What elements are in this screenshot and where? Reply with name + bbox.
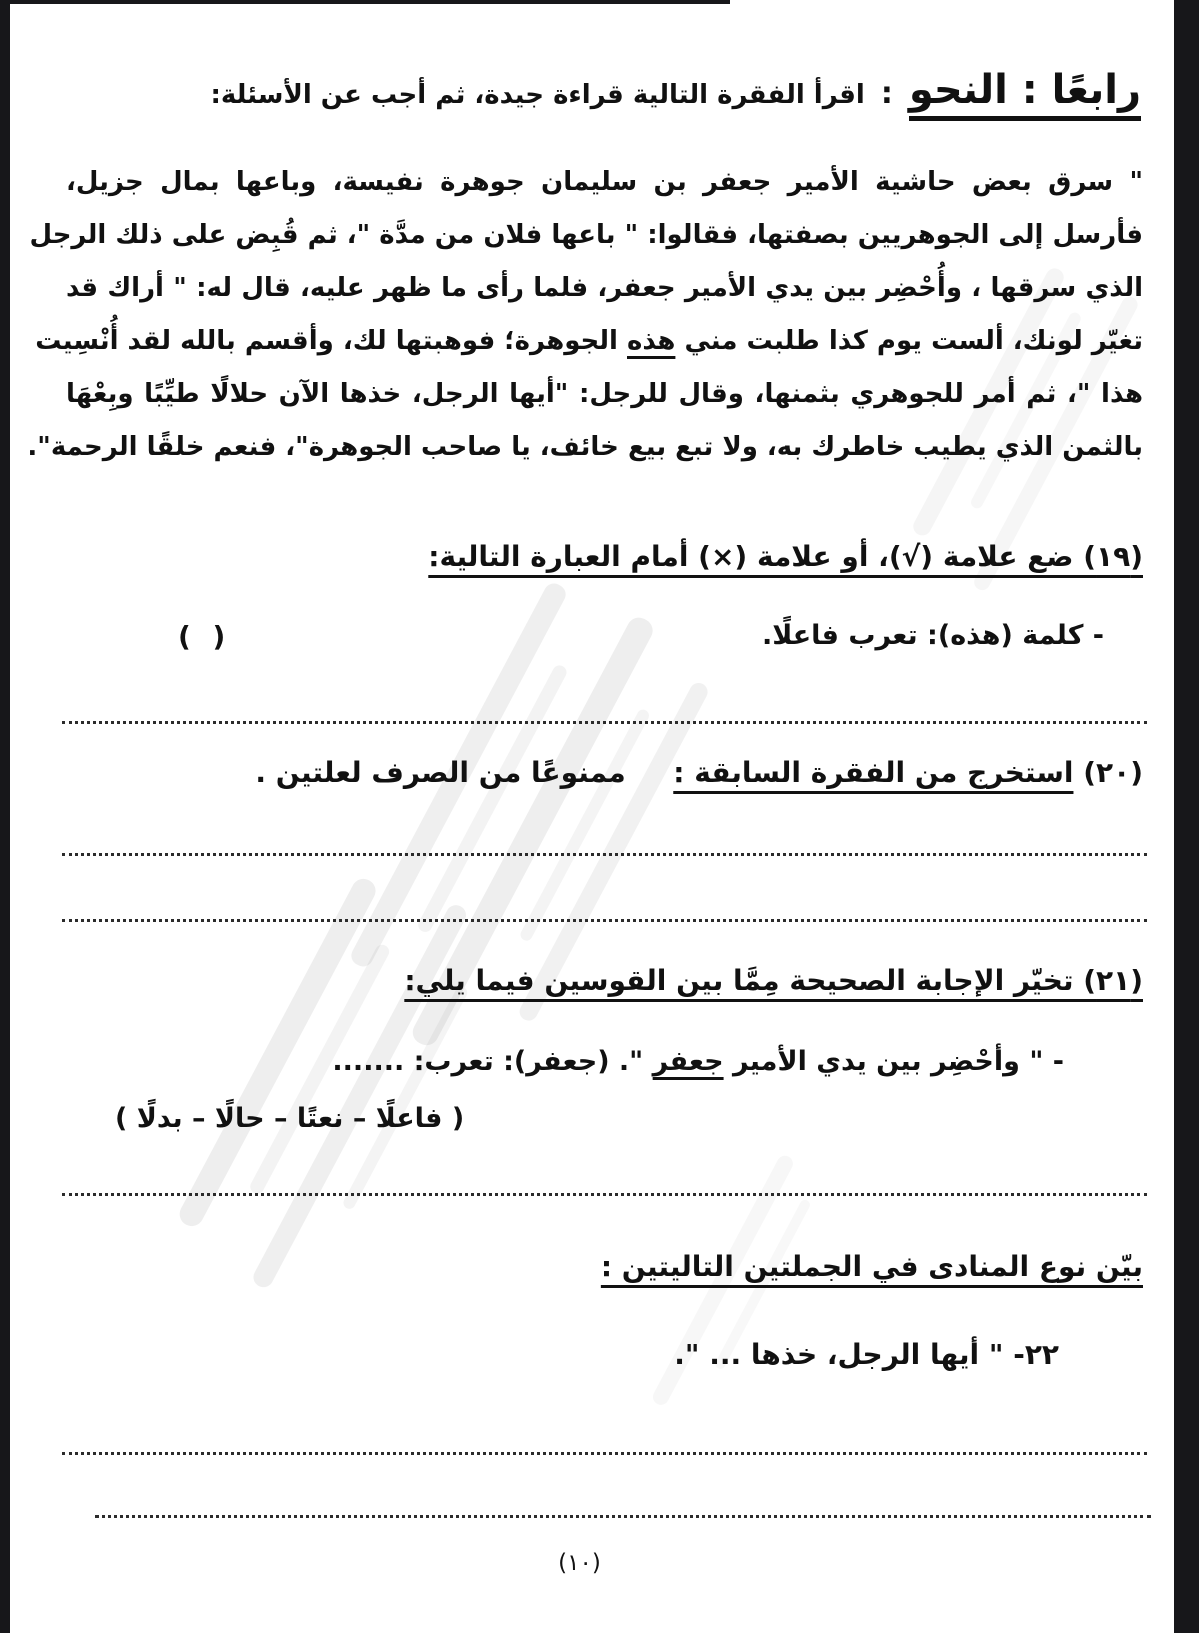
passage-line: هذا "، ثم أمر للجوهري بثمنها، وقال للرجل: "أيها الرجل، خذها الآن حلالًا طيِّبًا وبِعْهَا <box>66 379 1143 409</box>
answer-line <box>62 919 1147 922</box>
section-instruction: اقرأ الفقرة التالية قراءة جيدة، ثم أجب عن الأسئلة: <box>210 80 865 110</box>
section-colon: : <box>880 76 893 111</box>
question-21-options: ( فاعلًا – نعتًا – حالًا – بدلًا ) <box>115 1103 465 1134</box>
question-19-answer-brackets: ( ) <box>178 620 232 653</box>
underlined-word-jaafar: جعفر <box>652 1046 724 1077</box>
question-22-sentence: ٢٢- " أيها الرجل، خذها ... ". <box>674 1338 1059 1371</box>
answer-line <box>95 1515 1151 1518</box>
answer-line <box>62 1193 1147 1196</box>
question-21-sentence-segment: - " وأحْضِر بين يدي الأمير <box>723 1046 1064 1077</box>
underlined-word-hathihi: هذه <box>627 326 676 356</box>
question-20-heading <box>255 756 1143 789</box>
passage-line: الذي سرقها ، وأُحْضِر بين يدي الأمير جعفر، فلما رأى ما ظهر عليه، قال له: " أراك قد <box>66 273 1143 303</box>
answer-line <box>62 853 1147 856</box>
question-20-required: ممنوعًا من الصرف لعلتين . <box>255 756 626 789</box>
question-21-sentence <box>332 1046 1064 1077</box>
question-20-number: (٢٠) <box>1083 756 1143 789</box>
question-19-statement: - كلمة (هذه): تعرب فاعلًا. <box>761 620 1104 651</box>
passage-line-segment: الجوهرة؛ فوهبتها لك، وأقسم بالله لقد أُنْسِيت <box>35 326 627 356</box>
passage-line: " سرق بعض حاشية الأمير جعفر بن سليمان جوهرة نفيسة، وباعها بمال جزيل، <box>66 167 1143 197</box>
passage-line-segment: تغيّر لونك، ألست يوم كذا طلبت مني <box>675 326 1143 356</box>
reading-passage <box>27 156 1143 474</box>
scan-border-top <box>0 0 730 4</box>
scan-border-right <box>1174 0 1199 1633</box>
answer-line <box>62 721 1147 724</box>
section-header <box>70 68 1141 121</box>
passage-line: فأرسل إلى الجوهريين بصفتها، فقالوا: " باعها فلان من مدَّة "، ثم قُبِض على ذلك الرجل <box>29 220 1143 250</box>
scan-border-left <box>0 0 10 1633</box>
passage-line <box>35 315 1143 368</box>
question-20-prompt: استخرج من الفقرة السابقة : <box>673 756 1074 789</box>
question-22-heading: بيّن نوع المنادى في الجملتين التاليتين : <box>600 1250 1143 1283</box>
answer-line <box>62 1452 1147 1455</box>
question-21-heading: (٢١) تخيّر الإجابة الصحيحة مِمَّا بين القوسين فيما يلي: <box>404 964 1143 997</box>
passage-line: بالثمن الذي يطيب خاطرك به، ولا تبع بيع خائف، يا صاحب الجوهرة"، فنعم خلقًا الرحمة". <box>27 432 1143 462</box>
section-title: رابعًا : النحو <box>909 68 1141 121</box>
page-number: (١٠) <box>558 1550 601 1576</box>
question-21-sentence-segment: ". (جعفر): تعرب: ....... <box>332 1046 653 1077</box>
question-19-item <box>0 620 1199 670</box>
question-19-heading: (١٩) ضع علامة (√)، أو علامة (×) أمام العبارة التالية: <box>428 540 1143 573</box>
